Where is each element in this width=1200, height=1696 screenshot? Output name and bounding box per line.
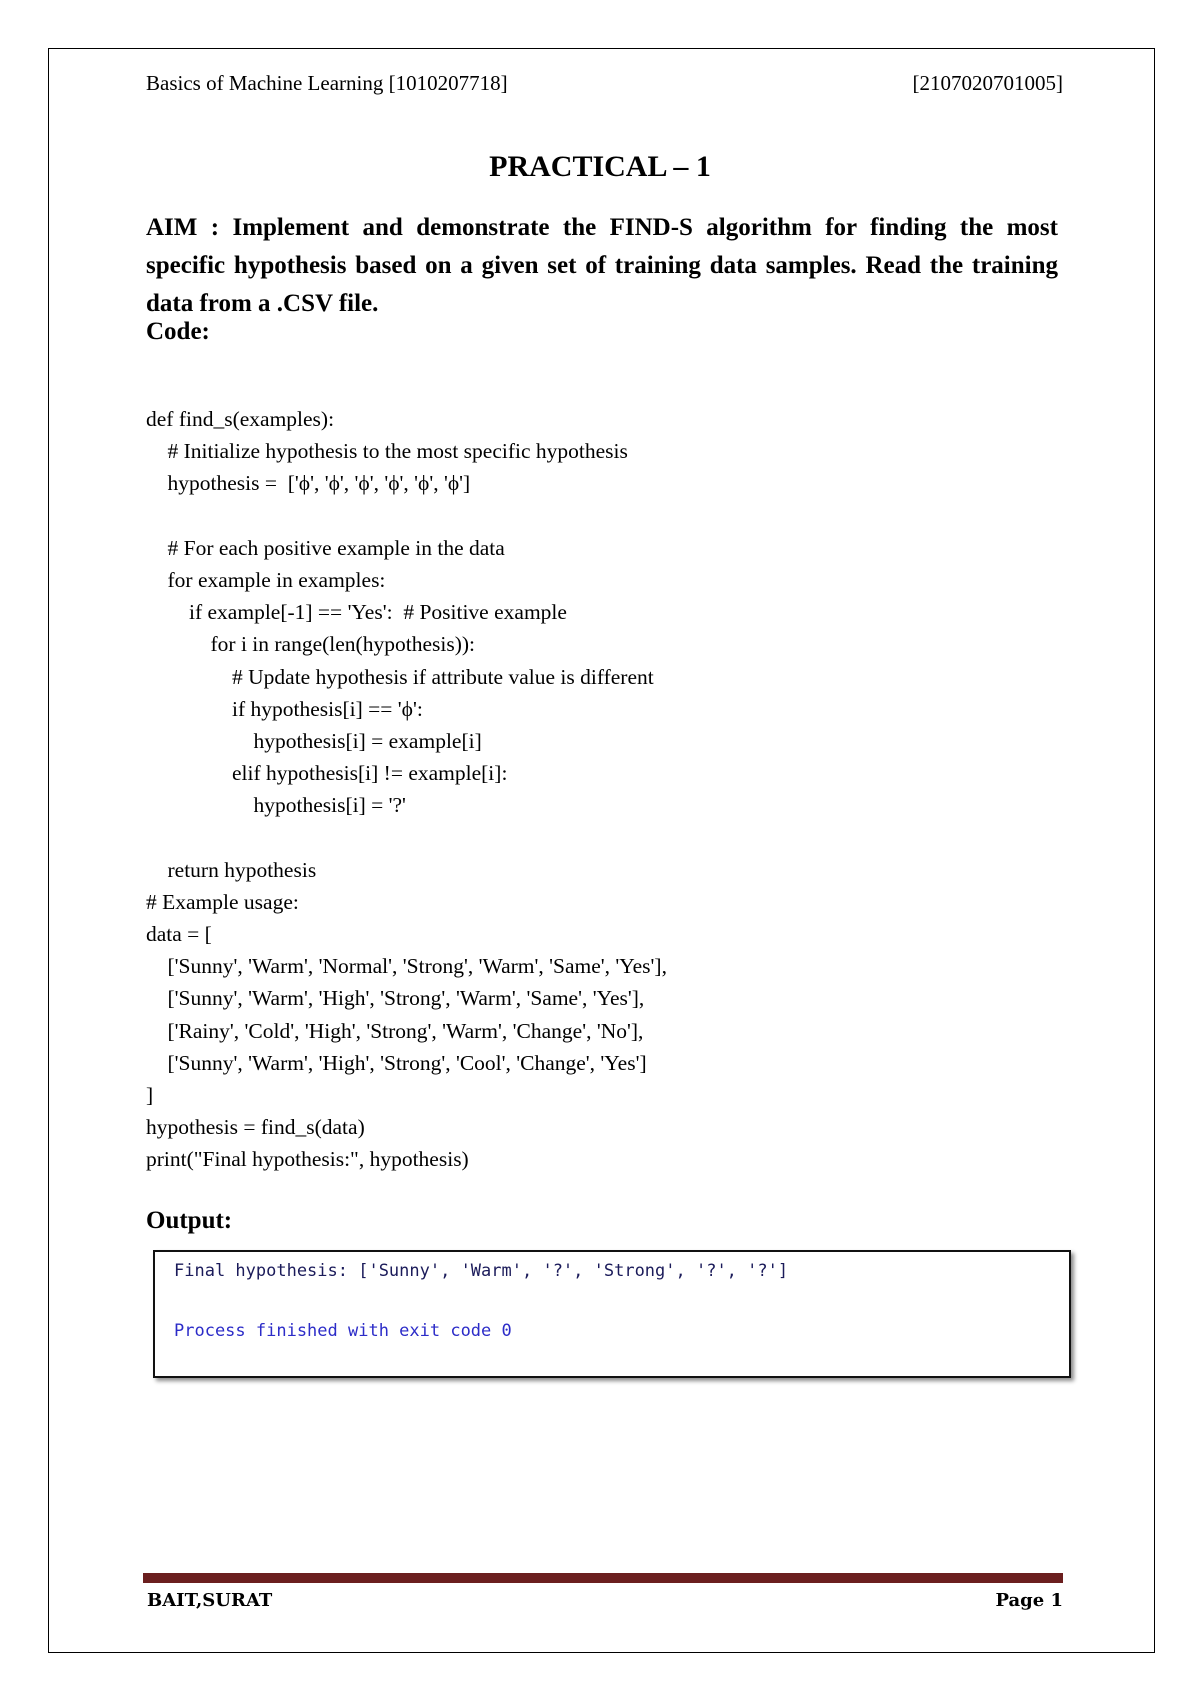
code-block — [146, 403, 1046, 1176]
code-line: if example[-1] == 'Yes': # Positive example — [146, 600, 567, 625]
code-line: def find_s(examples): — [146, 407, 335, 431]
header-enrollment: [2107020701005] — [912, 71, 1063, 95]
code-line: hypothesis = find_s(data) — [146, 1115, 365, 1140]
code-line: ] — [146, 1082, 154, 1107]
code-heading: Code: — [146, 318, 210, 345]
output-result-line: Final hypothesis: ['Sunny', 'Warm', '?', 'Strong', '?', '?'] — [174, 1261, 789, 1281]
footer-institute: BAIT,SURAT — [147, 1590, 273, 1611]
code-line — [146, 821, 1046, 853]
code-line: # For each positive example in the data — [146, 535, 505, 560]
code-line: data = [ — [146, 922, 212, 946]
code-line: for example in examples: — [146, 567, 386, 592]
code-line: if hypothesis[i] == 'ϕ': — [146, 696, 423, 721]
code-line: # Update hypothesis if attribute value is different — [146, 664, 654, 689]
code-line: print("Final hypothesis:", hypothesis) — [146, 1147, 469, 1172]
code-line — [146, 500, 1046, 532]
output-console — [153, 1250, 1071, 1378]
code-line: hypothesis[i] = '?' — [146, 793, 406, 818]
footer-rule — [143, 1573, 1063, 1583]
code-line: ['Sunny', 'Warm', 'High', 'Strong', 'Warm', 'Same', 'Yes'], — [146, 986, 645, 1011]
code-line: hypothesis = ['ϕ', 'ϕ', 'ϕ', 'ϕ', 'ϕ', 'ϕ'] — [146, 471, 471, 496]
header-course: Basics of Machine Learning [1010207718] — [146, 71, 508, 95]
code-line: for i in range(len(hypothesis)): — [146, 632, 475, 657]
output-heading: Output: — [146, 1207, 233, 1234]
code-line: ['Sunny', 'Warm', 'Normal', 'Strong', 'Warm', 'Same', 'Yes'], — [146, 954, 667, 979]
aim-statement: AIM : Implement and demonstrate the FIND-S algorithm for finding the most specific hypothesis based on a given set of training data samples. Read the training data from a .CSV file. — [146, 214, 1058, 317]
practical-title: PRACTICAL – 1 — [489, 150, 711, 183]
output-process-line: Process finished with exit code 0 — [174, 1321, 512, 1341]
footer-page-number: Page 1 — [995, 1590, 1063, 1611]
code-line: # Initialize hypothesis to the most specific hypothesis — [146, 439, 628, 464]
code-line: elif hypothesis[i] != example[i]: — [146, 761, 508, 786]
code-line: ['Sunny', 'Warm', 'High', 'Strong', 'Cool', 'Change', 'Yes'] — [146, 1050, 647, 1075]
code-line: return hypothesis — [146, 857, 317, 882]
code-line: hypothesis[i] = example[i] — [146, 728, 482, 753]
code-line: # Example usage: — [146, 889, 299, 914]
code-line: ['Rainy', 'Cold', 'High', 'Strong', 'Warm', 'Change', 'No'], — [146, 1018, 644, 1043]
